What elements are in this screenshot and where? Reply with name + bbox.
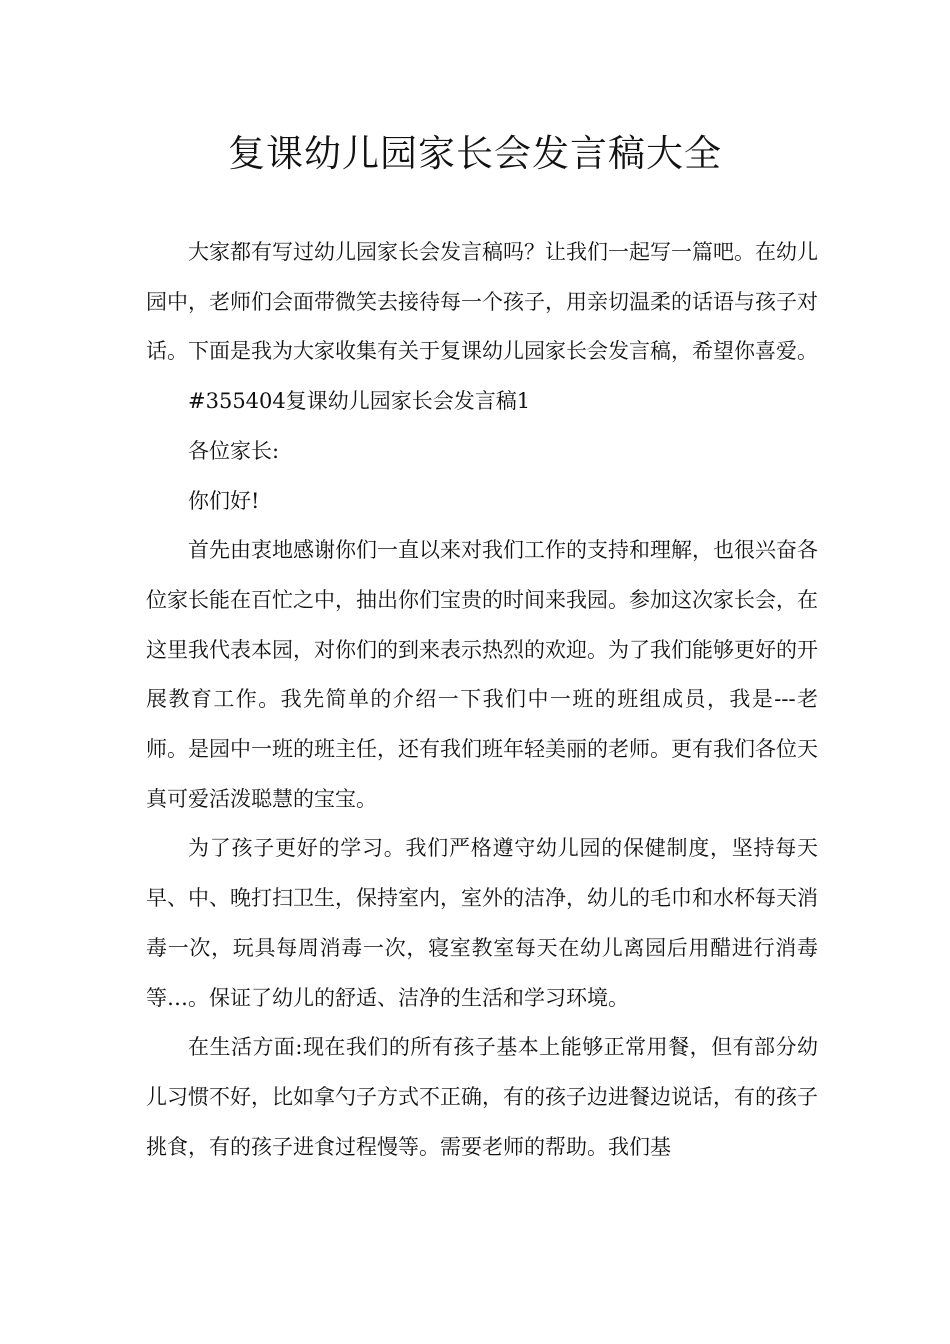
paragraph-thanks: 首先由衷地感谢你们一直以来对我们工作的支持和理解，也很兴奋各位家长能在百忙之中，抽出你们宝贵的时间来我园。参加这次家长会，在这里我代表本园，对你们的到来表示热烈的欢迎。为了我们能够更好的开展教育工作。我先简单的介绍一下我们中一班的班组成员，我是---老师。是园中一班的班主任，还有我们班年轻美丽的老师。更有我们各位天真可爱活泼聪慧的宝宝。 [146, 538, 818, 811]
paragraph-intro: 大家都有写过幼儿园家长会发言稿吗？让我们一起写一篇吧。在幼儿园中，老师们会面带微笑去接待每一个孩子，用亲切温柔的话语与孩子对话。下面是我为大家收集有关于复课幼儿园家长会发言稿，希望你喜爱。 [146, 240, 818, 364]
paragraph-heading: #355404复课幼儿园家长会发言稿1 [188, 389, 531, 414]
document-title: 复课幼儿园家长会发言稿大全 [228, 132, 722, 175]
document-body [146, 228, 818, 1172]
paragraph-greeting: 你们好! [188, 488, 260, 513]
paragraph-daily-life: 在生活方面:现在我们的所有孩子基本上能够正常用餐，但有部分幼儿习惯不好，比如拿勺子方式不正确，有的孩子边进餐边说话，有的孩子挑食，有的孩子进食过程慢等。需要老师的帮助。我们基 [146, 1035, 818, 1159]
paragraph-hygiene: 为了孩子更好的学习。我们严格遵守幼儿园的保健制度，坚持每天早、中、晚打扫卫生，保持室内，室外的洁净，幼儿的毛巾和水杯每天消毒一次，玩具每周消毒一次，寝室教室每天在幼儿离园后用醋进行消毒等…。保证了幼儿的舒适、洁净的生活和学习环境。 [146, 836, 818, 1010]
paragraph-salutation: 各位家长: [188, 438, 280, 463]
